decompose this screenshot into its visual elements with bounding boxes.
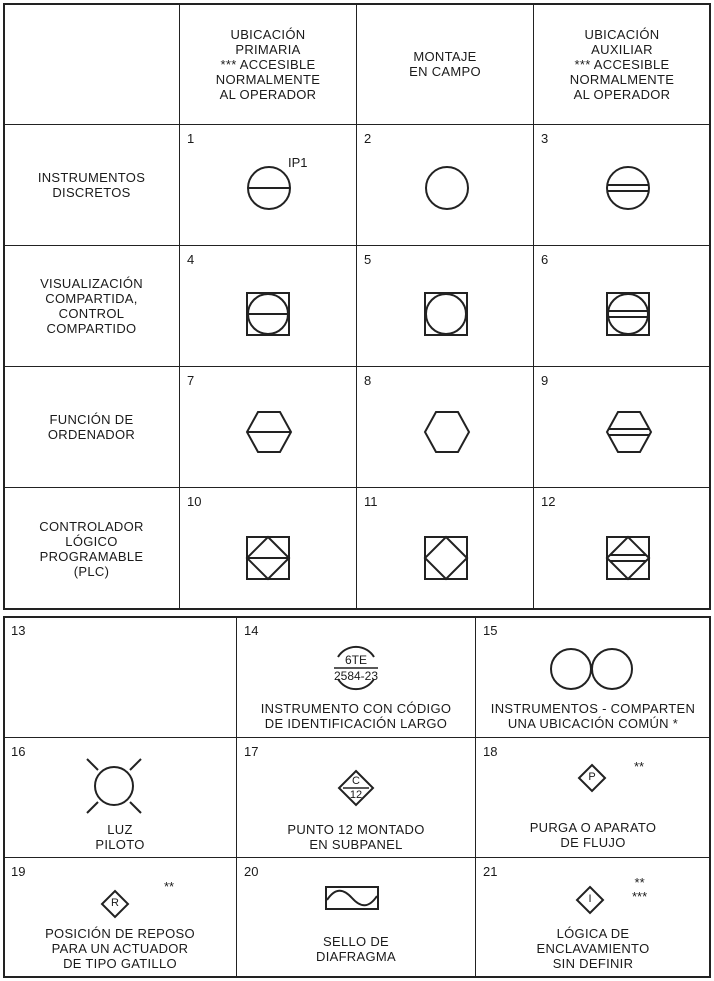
header-auxiliary-location: UBICACIÓN AUXILIAR *** ACCESIBLE NORMALMENTE AL OPERADOR (533, 3, 711, 125)
reset-letter: R (111, 897, 119, 909)
discrete-primary-symbol (246, 165, 292, 211)
caption-pilot-light: LUZ PILOTO (95, 822, 145, 852)
plc-field-symbol (424, 536, 468, 580)
header-empty-cell (3, 3, 180, 125)
discrete-auxiliary-symbol (605, 165, 651, 211)
tag-ip1: IP1 (288, 155, 308, 170)
cell-number: 16 (11, 744, 26, 759)
note-stars: ** (634, 759, 645, 774)
row-label-shared-display: VISUALIZACIÓN COMPARTIDA, CONTROL COMPARTIDO (3, 245, 180, 367)
purge-letter: P (588, 771, 596, 783)
header-primary-location: UBICACIÓN PRIMARIA *** ACCESIBLE NORMALMENTE AL OPERADOR (179, 3, 357, 125)
shared-display-field-symbol (424, 292, 468, 336)
cell-13 (3, 616, 237, 738)
cell-number: 4 (187, 252, 195, 267)
cell-6 (533, 245, 711, 367)
cell-2 (356, 124, 534, 246)
cell-3 (533, 124, 711, 246)
caption-diaphragm-seal: SELLO DE DIAFRAGMA (316, 934, 396, 964)
cell-number: 14 (244, 623, 259, 638)
cell-number: 12 (541, 494, 556, 509)
caption-long-tag-instrument: INSTRUMENTO CON CÓDIGO DE IDENTIFICACIÓN LARGO (260, 701, 452, 731)
pilot-light-symbol (84, 754, 144, 814)
diaphragm-seal-symbol (325, 886, 379, 910)
interlock-letter: I (588, 893, 592, 905)
cell-12 (533, 487, 711, 610)
cell-number: 2 (364, 131, 372, 146)
cell-21 (475, 857, 711, 978)
cell-11 (356, 487, 534, 610)
cell-5 (356, 245, 534, 367)
cell-7 (179, 366, 357, 488)
cell-9 (533, 366, 711, 488)
cell-number: 9 (541, 373, 549, 388)
cell-16 (3, 737, 237, 858)
cell-number: 8 (364, 373, 372, 388)
cell-15 (475, 616, 711, 738)
caption-reset-latch: POSICIÓN DE REPOSO PARA UN ACTUADOR DE TIPO GATILLO (45, 926, 195, 971)
cell-10 (179, 487, 357, 610)
header-field-mounted: MONTAJE EN CAMPO (356, 3, 534, 125)
cell-number: 21 (483, 864, 498, 879)
plc-auxiliary-symbol (606, 536, 650, 580)
row-label-computer-function: FUNCIÓN DE ORDENADOR (3, 366, 180, 488)
computer-auxiliary-symbol (606, 411, 652, 453)
cell-14 (236, 616, 476, 738)
long-tag-bottom-text: 2584-23 (333, 669, 379, 683)
row-label-plc: CONTROLADOR LÓGICO PROGRAMABLE (PLC) (3, 487, 180, 610)
caption-subpanel-point: PUNTO 12 MONTADO EN SUBPANEL (287, 822, 425, 852)
cell-number: 7 (187, 373, 195, 388)
cell-number: 19 (11, 864, 26, 879)
computer-field-symbol (424, 411, 470, 453)
caption-purge: PURGA O APARATO DE FLUJO (529, 820, 657, 850)
long-tag-instrument-symbol (333, 645, 379, 691)
cell-19 (3, 857, 237, 978)
note-stars: ** (164, 879, 175, 894)
cell-number: 11 (364, 494, 378, 509)
cell-number: 20 (244, 864, 259, 879)
shared-display-auxiliary-symbol (606, 292, 650, 336)
cell-number: 18 (483, 744, 498, 759)
subpanel-letter: C (352, 775, 360, 787)
note-stars: ** *** (632, 875, 648, 904)
row-label-discrete-instruments: INSTRUMENTOS DISCRETOS (3, 124, 180, 246)
cell-number: 10 (187, 494, 202, 509)
long-tag-top-text: 6TE (344, 653, 367, 667)
cell-number: 15 (483, 623, 498, 638)
computer-primary-symbol (246, 411, 292, 453)
cell-1 (179, 124, 357, 246)
cell-number: 1 (187, 131, 195, 146)
cell-17 (236, 737, 476, 858)
caption-shared-location: INSTRUMENTOS - COMPARTEN UNA UBICACIÓN COMÚN * (490, 701, 696, 731)
cell-number: 13 (11, 623, 26, 638)
cell-8 (356, 366, 534, 488)
discrete-field-symbol (424, 165, 470, 211)
shared-location-instruments-symbol (550, 647, 634, 691)
subpanel-number: 12 (349, 789, 363, 801)
cell-number: 17 (244, 744, 259, 759)
cell-20 (236, 857, 476, 978)
plc-primary-symbol (246, 536, 290, 580)
cell-number: 6 (541, 252, 549, 267)
cell-18 (475, 737, 711, 858)
caption-interlock-logic: LÓGICA DE ENCLAVAMIENTO SIN DEFINIR (536, 926, 650, 971)
cell-number: 3 (541, 131, 549, 146)
shared-display-primary-symbol (246, 292, 290, 336)
cell-number: 5 (364, 252, 372, 267)
cell-4 (179, 245, 357, 367)
